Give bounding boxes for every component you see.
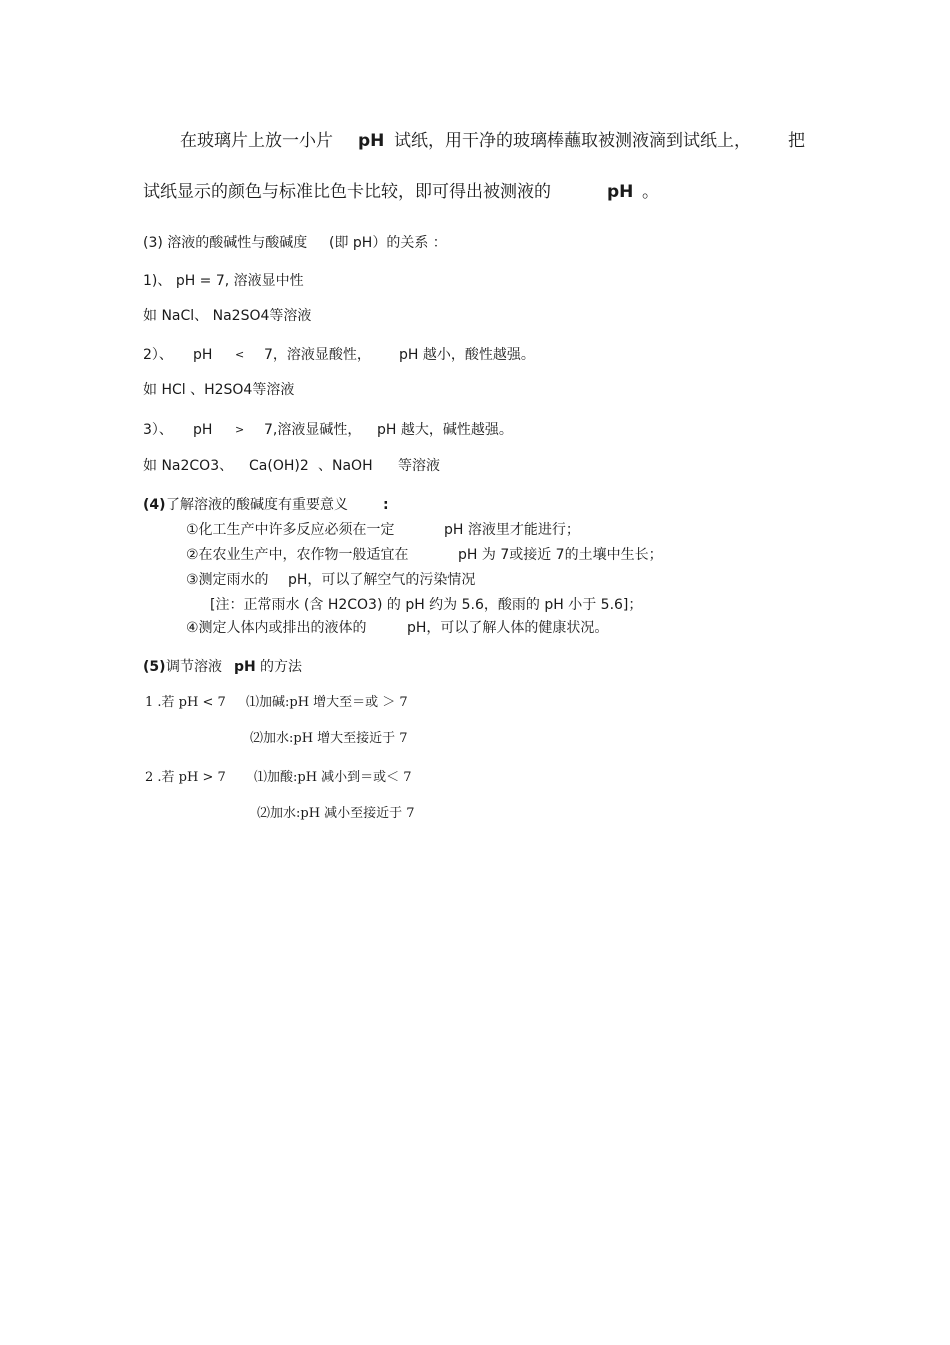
example-text: Ca(OH)2 (249, 458, 309, 474)
item-number: 2）、 (143, 347, 173, 363)
point-text: ③测定雨水的 (186, 572, 269, 588)
item-text: pH 越大，碱性越强。 (377, 422, 513, 438)
heading-text: 的方法 (260, 659, 302, 675)
ph-term: pH (358, 131, 385, 151)
paragraph-text: 。 (642, 182, 659, 202)
ph-term: pH (607, 182, 634, 202)
item-text: 7，溶液显酸性， (264, 347, 371, 363)
ph-term: pH (193, 422, 213, 438)
case-2-method-1: ⑴加酸:pH 减小到＝或＜ 7 (254, 770, 412, 785)
point-text: pH 为 7或接近 7的土壤中生长； (458, 547, 663, 563)
heading-colon: : (383, 497, 389, 513)
item-number: 3）、 (143, 422, 173, 438)
rain-ph-note: [注：正常雨水 (含 H2CO3) 的 pH 约为 5.6，酸雨的 pH 小于 5.6]； (210, 597, 643, 613)
point-text: ②在农业生产中，农作物一般适宜在 (186, 547, 409, 563)
case-1-label: 1 .若 pH < 7 (145, 695, 226, 710)
heading-text: (即 pH）的关系 ： (329, 235, 447, 251)
case-1-method-2: ⑵加水:pH 增大至接近于 7 (250, 731, 408, 746)
point-text: ①化工生产中许多反应必须在一定 (186, 522, 395, 538)
case-1-method-1: ⑴加碱:pH 增大至＝或 ＞ 7 (246, 695, 408, 710)
neutral-item: 1)、 pH = 7, 溶液显中性 (143, 273, 304, 289)
point-text: pH 溶液里才能进行； (444, 522, 580, 538)
example-text: 、NaOH (318, 458, 373, 474)
item-text: pH 越小，酸性越强。 (399, 347, 535, 363)
example-text: 等溶液 (398, 458, 440, 474)
example-text: 如 Na2CO3、 (143, 458, 234, 474)
point-text: ④测定人体内或排出的液体的 (186, 620, 367, 636)
heading-text: (3) 溶液的酸碱性与酸碱度 (143, 235, 308, 251)
paragraph-text: 试纸显示的颜色与标准比色卡比较，即可得出被测液的 (143, 182, 551, 202)
heading-number: (4) (143, 497, 166, 513)
greater-than-sign: > (235, 423, 245, 436)
point-text: pH，可以了解空气的污染情况 (288, 572, 476, 588)
ph-term: pH (234, 659, 256, 675)
paragraph-text: 试纸，用干净的玻璃棒蘸取被测液滴到试纸上， (394, 131, 751, 151)
point-text: pH，可以了解人体的健康状况。 (407, 620, 609, 636)
paragraph-text: 在玻璃片上放一小片 (180, 131, 333, 151)
less-than-sign: < (235, 348, 245, 361)
case-2-method-2: ⑵加水:pH 减小至接近于 7 (257, 806, 415, 821)
heading-text: 调节溶液 (166, 659, 222, 675)
neutral-example: 如 NaCl、 Na2SO4等溶液 (143, 308, 312, 324)
item-text: 7,溶液显碱性， (264, 422, 362, 438)
heading-number: (5) (143, 659, 166, 675)
ph-term: pH (193, 347, 213, 363)
paragraph-text: 把 (788, 131, 805, 151)
heading-text: 了解溶液的酸碱度有重要意义 (166, 497, 348, 513)
case-2-label: 2 .若 pH > 7 (145, 770, 226, 785)
acidic-example: 如 HCl 、H2SO4等溶液 (143, 382, 295, 398)
